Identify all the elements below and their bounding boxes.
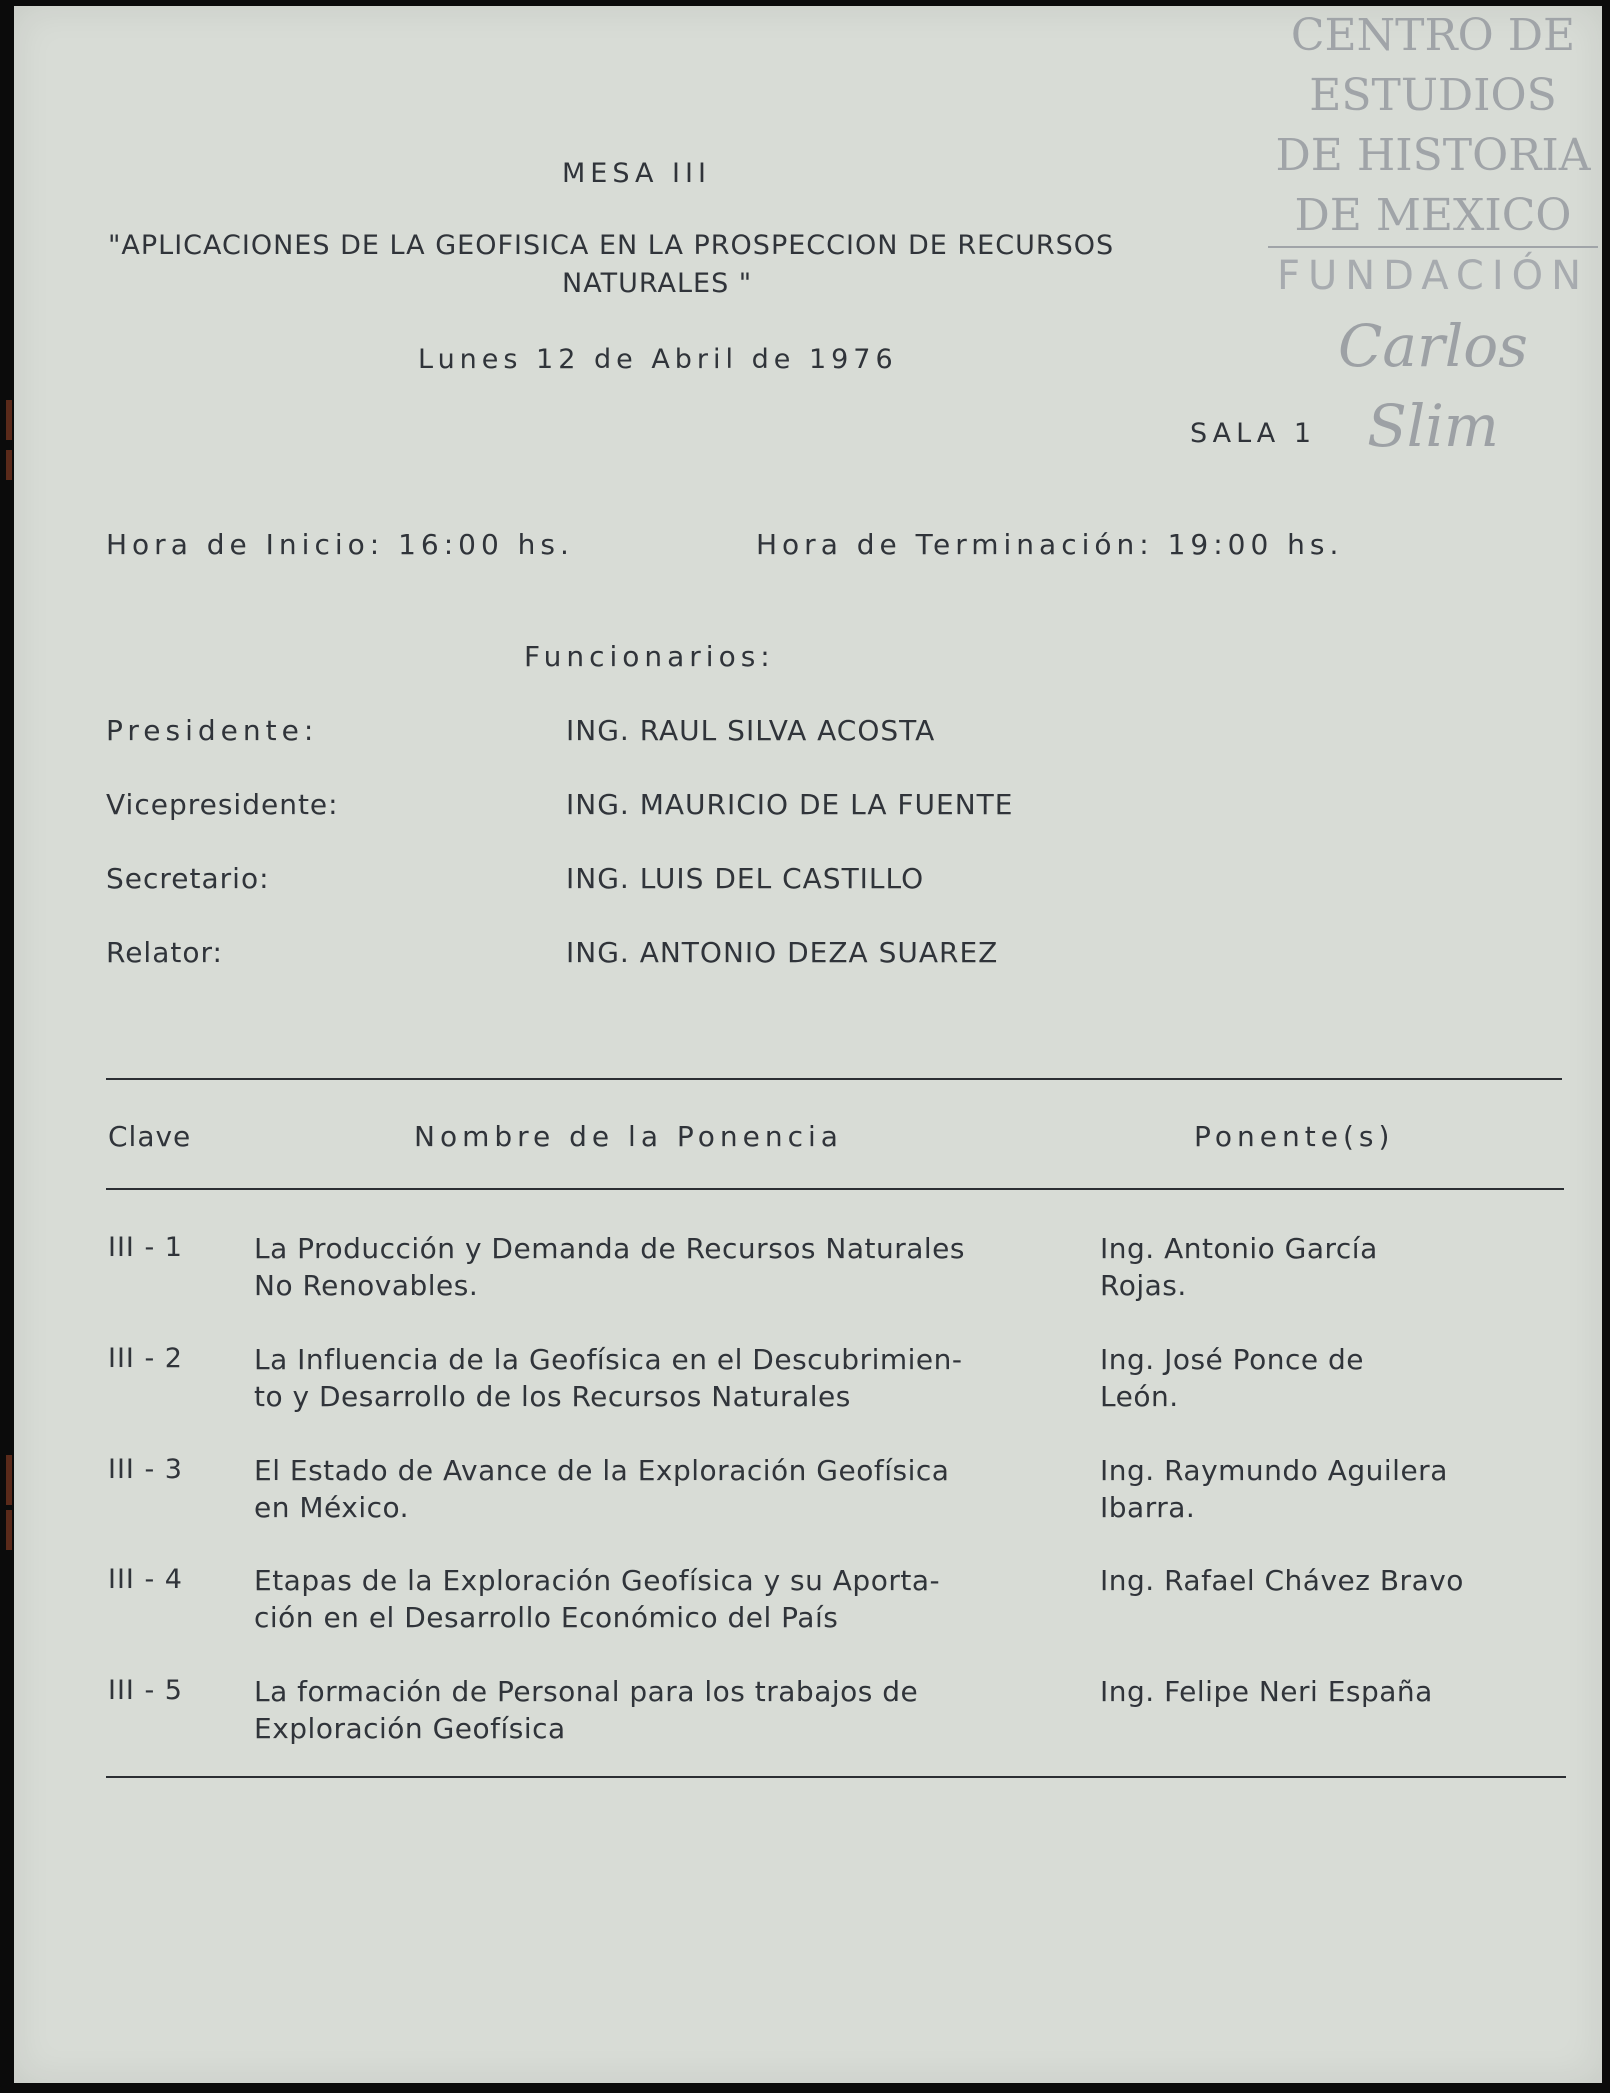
row-nombre-line: Exploración Geofísica (254, 1712, 566, 1745)
row-nombre-line: en México. (254, 1491, 410, 1524)
row-nombre-line: La Influencia de la Geofísica en el Descubrimien- (254, 1343, 963, 1376)
name-secretario: ING. LUIS DEL CASTILLO (566, 862, 925, 895)
sala-label: SALA 1 (1190, 418, 1317, 449)
role-secretario: Secretario: (106, 862, 270, 895)
row-clave: III - 3 (108, 1454, 183, 1485)
row-clave: III - 1 (108, 1232, 183, 1263)
session-date: Lunes 12 de Abril de 1976 (418, 344, 898, 375)
start-time: Hora de Inicio: 16:00 hs. (106, 528, 574, 561)
header-nombre: Nombre de la Ponencia (414, 1120, 843, 1153)
end-time: Hora de Terminación: 19:00 hs. (756, 528, 1344, 561)
role-vicepresidente: Vicepresidente: (106, 788, 339, 821)
row-ponente-line: León. (1100, 1380, 1179, 1413)
watermark-fundacion: FUNDACIÓN (1276, 253, 1590, 299)
archive-watermark (1268, 6, 1598, 466)
row-ponente-line: Ing. Antonio García (1100, 1232, 1378, 1265)
name-vicepresidente: ING. MAURICIO DE LA FUENTE (566, 788, 1014, 821)
row-clave: III - 2 (108, 1343, 183, 1374)
row-ponente-line: Ing. José Ponce de (1100, 1343, 1364, 1376)
watermark-line: DE HISTORIA (1275, 130, 1591, 181)
binding-mark (6, 1510, 12, 1550)
watermark-line: DE MEXICO (1294, 190, 1572, 241)
row-nombre-line: El Estado de Avance de la Exploración Geofísica (254, 1454, 950, 1487)
row-ponente-line: Rojas. (1100, 1269, 1187, 1302)
row-clave: III - 5 (108, 1675, 183, 1706)
row-nombre-line: No Renovables. (254, 1269, 479, 1302)
role-presidente: Presidente: (106, 714, 319, 747)
binding-mark (6, 450, 12, 480)
table-bottom-rule (106, 1776, 1566, 1778)
row-clave: III - 4 (108, 1564, 183, 1595)
table-header-rule (106, 1188, 1564, 1190)
table-top-rule (106, 1078, 1562, 1080)
row-nombre-line: ción en el Desarrollo Económico del País (254, 1601, 839, 1634)
role-relator: Relator: (106, 936, 223, 969)
row-nombre-line: Etapas de la Exploración Geofísica y su Aporta- (254, 1564, 941, 1597)
binding-mark (6, 400, 12, 440)
watermark-line: CENTRO DE (1290, 10, 1576, 61)
row-nombre-line: to y Desarrollo de los Recursos Naturales (254, 1380, 851, 1413)
mesa-heading: MESA III (562, 158, 711, 189)
row-ponente-line: Ing. Raymundo Aguilera (1100, 1454, 1448, 1487)
watermark-signature: Carlos Slim (1338, 312, 1528, 460)
row-ponente-line: Ing. Rafael Chávez Bravo (1100, 1564, 1464, 1597)
watermark-line: ESTUDIOS (1309, 70, 1557, 121)
name-presidente: ING. RAUL SILVA ACOSTA (566, 714, 936, 747)
officials-heading: Funcionarios: (524, 640, 775, 673)
row-nombre-line: La Producción y Demanda de Recursos Naturales (254, 1232, 965, 1265)
title-line-1: "APLICACIONES DE LA GEOFISICA EN LA PROSPECCION DE RECURSOS (108, 230, 1115, 261)
title-line-2: NATURALES " (562, 268, 753, 299)
watermark-divider (1268, 246, 1598, 248)
row-ponente-line: Ing. Felipe Neri España (1100, 1675, 1433, 1708)
row-ponente-line: Ibarra. (1100, 1491, 1196, 1524)
header-clave: Clave (108, 1120, 192, 1153)
row-nombre-line: La formación de Personal para los trabajos de (254, 1675, 919, 1708)
header-ponente: Ponente(s) (1194, 1120, 1395, 1153)
name-relator: ING. ANTONIO DEZA SUAREZ (566, 936, 999, 969)
binding-mark (6, 1455, 12, 1505)
